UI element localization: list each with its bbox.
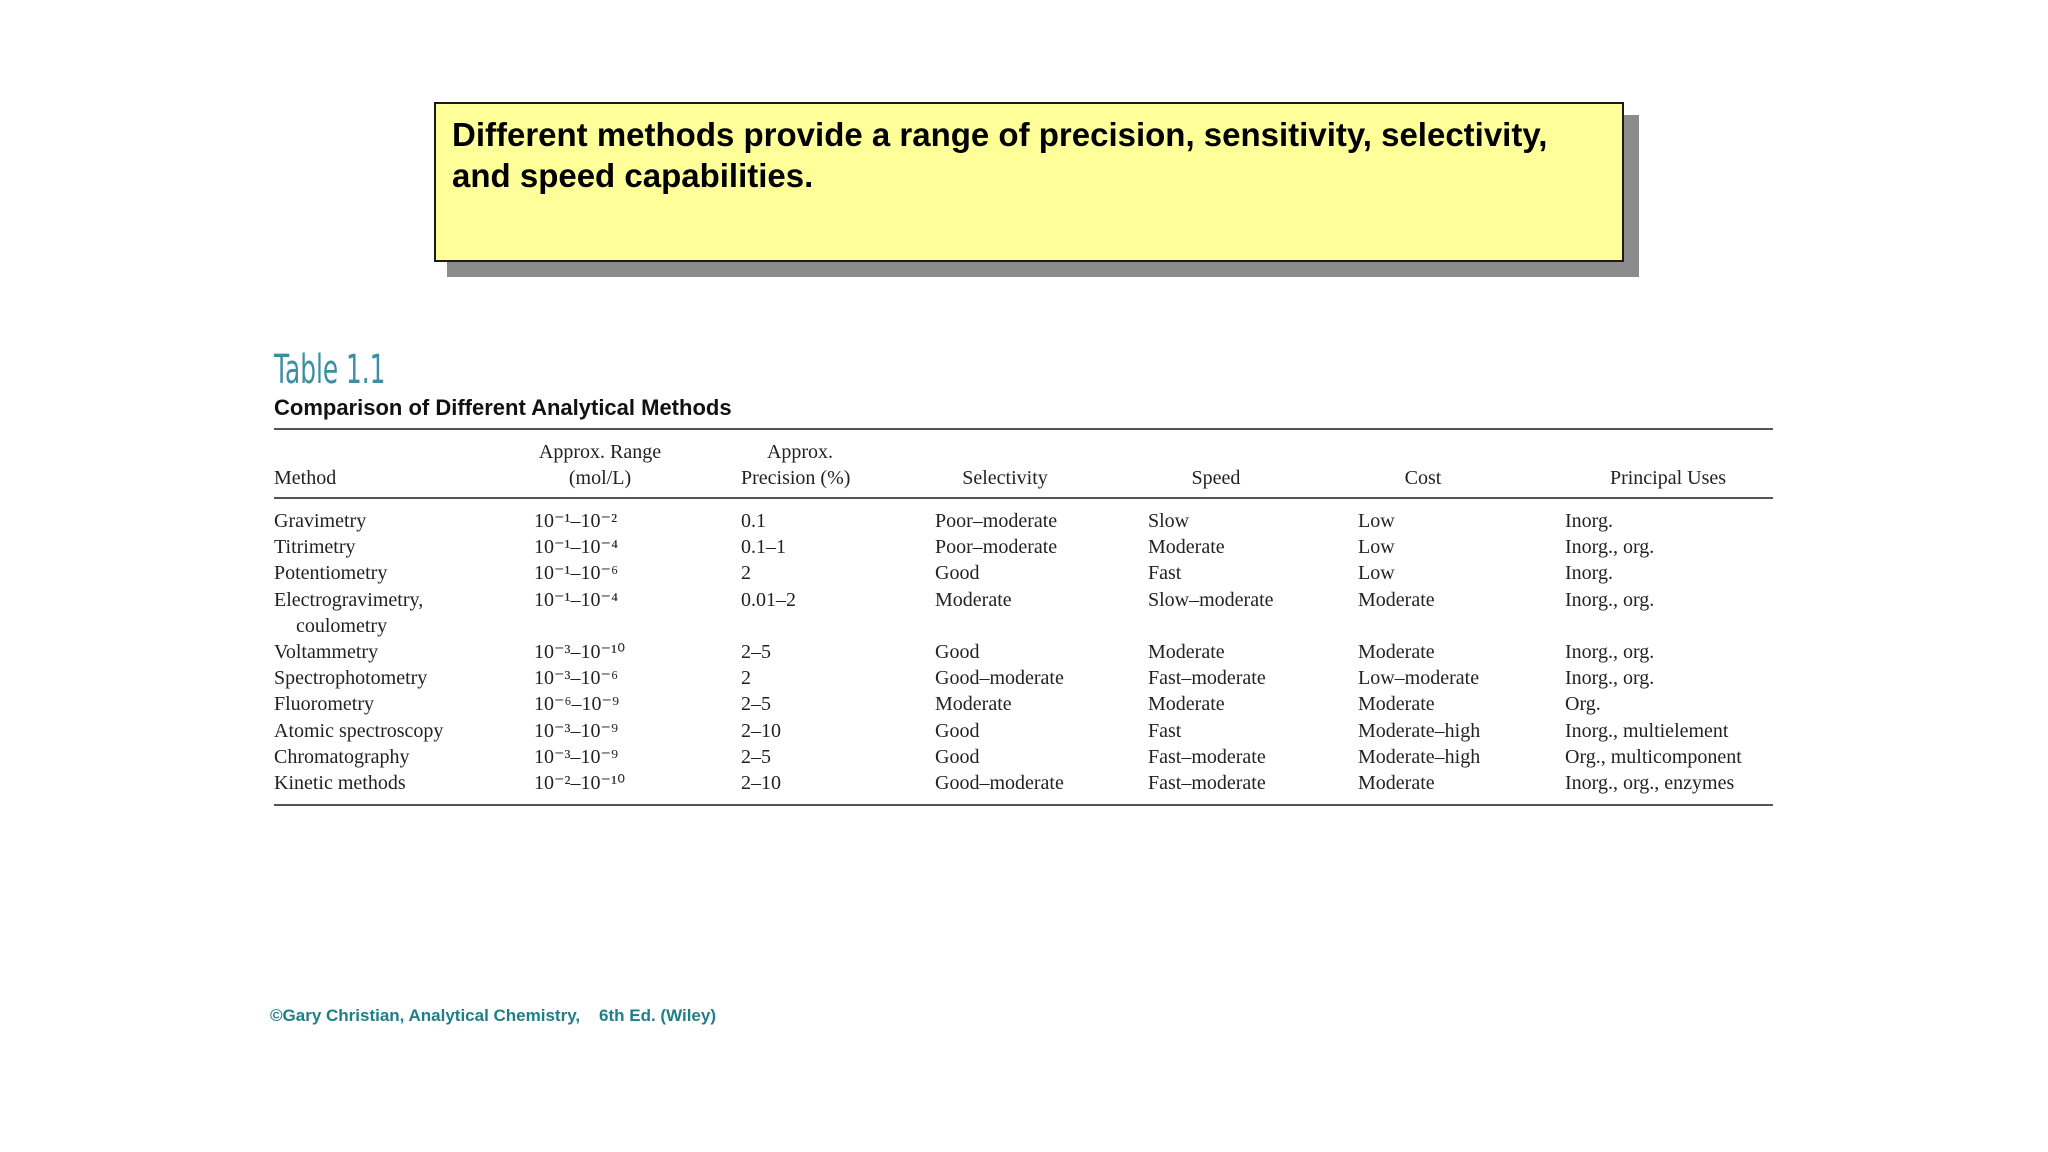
cell-selectivity: Good (935, 719, 980, 742)
callout-box (434, 102, 1624, 262)
cell-selectivity: Good–moderate (935, 667, 1064, 690)
cell-range: 10⁻¹–10⁻⁴ (534, 536, 619, 559)
cell-speed: Moderate (1148, 693, 1225, 716)
cell-speed: Fast (1148, 719, 1182, 742)
cell-range: 10⁻³–10⁻⁶ (534, 667, 619, 690)
cell-precision: 2–10 (741, 719, 781, 742)
header-method: Method (274, 467, 337, 489)
table-header-rule (274, 497, 1773, 499)
cell-precision: 2–10 (741, 772, 781, 794)
cell-speed: Fast–moderate (1148, 772, 1266, 794)
cell-cost: Low–moderate (1358, 667, 1480, 690)
cell-speed: Fast–moderate (1148, 745, 1266, 768)
header-precision-line-1: Approx. (766, 441, 834, 463)
cell-uses: Org. (1565, 693, 1601, 716)
header-principal-uses: Principal Uses (1609, 467, 1727, 489)
cell-method: Kinetic methods (274, 772, 406, 794)
cell-cost: Moderate (1358, 772, 1435, 794)
cell-cost: Moderate–high (1358, 719, 1481, 742)
cell-method: Voltammetry (274, 641, 379, 663)
cell-precision: 2–5 (741, 641, 771, 663)
cell-uses: Inorg., org. (1565, 667, 1655, 690)
cell-cost: Low (1358, 562, 1395, 585)
cell-uses: Inorg. (1565, 562, 1613, 585)
header-range-line-2: (mol/L) (568, 467, 632, 489)
cell-range: 10⁻³–10⁻⁹ (534, 745, 619, 768)
header-speed: Speed (1191, 467, 1241, 489)
cell-selectivity: Good (935, 641, 980, 663)
cell-method: Titrimetry (274, 536, 356, 559)
cell-method-continued: coulometry (296, 614, 388, 637)
cell-method: Fluorometry (274, 693, 374, 716)
cell-method: Spectrophotometry (274, 667, 428, 690)
cell-uses: Inorg., org., enzymes (1565, 772, 1735, 794)
cell-method: Gravimetry (274, 510, 367, 532)
cell-range: 10⁻³–10⁻¹⁰ (534, 641, 626, 663)
cell-precision: 2–5 (741, 693, 771, 716)
cell-uses: Inorg., org. (1565, 641, 1655, 663)
cell-selectivity: Poor–moderate (935, 510, 1058, 532)
cell-cost: Low (1358, 510, 1395, 532)
cell-speed: Slow–moderate (1148, 588, 1274, 611)
cell-selectivity: Good (935, 745, 980, 768)
cell-range: 10⁻²–10⁻¹⁰ (534, 772, 626, 794)
cell-precision: 2 (741, 667, 751, 690)
cell-cost: Moderate (1358, 588, 1435, 611)
cell-range: 10⁻¹–10⁻⁶ (534, 562, 619, 585)
cell-method: Atomic spectroscopy (274, 719, 444, 742)
header-selectivity: Selectivity (962, 467, 1048, 489)
cell-selectivity: Good–moderate (935, 772, 1064, 794)
cell-precision: 0.1–1 (741, 536, 786, 559)
header-precision-line-2: Precision (%) (741, 467, 851, 489)
cell-cost: Moderate–high (1358, 745, 1481, 768)
cell-range: 10⁻¹–10⁻² (534, 510, 618, 532)
cell-method: Electrogravimetry, (274, 588, 424, 611)
cell-precision: 2 (741, 562, 751, 585)
cell-selectivity: Moderate (935, 693, 1012, 716)
cell-method: Chromatography (274, 745, 410, 768)
cell-uses: Org., multicomponent (1565, 745, 1742, 768)
cell-range: 10⁻³–10⁻⁹ (534, 719, 619, 742)
table-caption: Comparison of Different Analytical Methods (274, 395, 732, 420)
callout-line-1: Different methods provide a range of precision, sensitivity, selectivity, (452, 116, 1548, 153)
cell-cost: Low (1358, 536, 1395, 559)
header-range-line-1: Approx. Range (538, 441, 662, 463)
cell-precision: 2–5 (741, 745, 771, 768)
cell-uses: Inorg. (1565, 510, 1613, 532)
cell-selectivity: Poor–moderate (935, 536, 1058, 559)
cell-speed: Fast (1148, 562, 1182, 585)
cell-speed: Fast–moderate (1148, 667, 1266, 690)
cell-uses: Inorg., multielement (1565, 719, 1729, 742)
cell-selectivity: Moderate (935, 588, 1012, 611)
header-cost: Cost (1404, 467, 1442, 489)
cell-speed: Slow (1148, 510, 1190, 532)
table-top-rule (274, 428, 1773, 430)
cell-range: 10⁻¹–10⁻⁴ (534, 588, 619, 611)
cell-uses: Inorg., org. (1565, 588, 1655, 611)
table-bottom-rule (274, 804, 1773, 806)
cell-precision: 0.1 (741, 510, 766, 532)
cell-method: Potentiometry (274, 562, 388, 585)
table-label: Table 1.1 (274, 347, 386, 393)
cell-range: 10⁻⁶–10⁻⁹ (534, 693, 620, 716)
copyright-footer: ©Gary Christian, Analytical Chemistry, 6th Ed. (Wiley) (270, 1006, 716, 1025)
cell-cost: Moderate (1358, 641, 1435, 663)
cell-selectivity: Good (935, 562, 980, 585)
callout-line-2: and speed capabilities. (452, 157, 814, 194)
cell-speed: Moderate (1148, 641, 1225, 663)
cell-uses: Inorg., org. (1565, 536, 1655, 559)
cell-speed: Moderate (1148, 536, 1225, 559)
cell-precision: 0.01–2 (741, 588, 796, 611)
cell-cost: Moderate (1358, 693, 1435, 716)
